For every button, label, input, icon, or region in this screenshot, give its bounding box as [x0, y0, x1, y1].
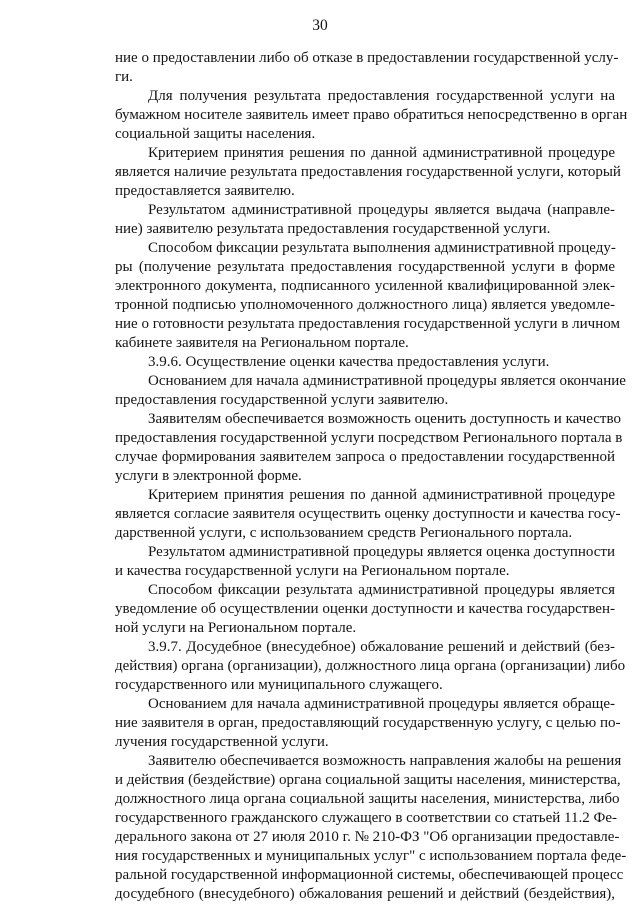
paragraph — [115, 543, 615, 581]
text-line: Способом фиксации результата выполнения административной процеду- — [148, 240, 616, 256]
document-body — [115, 49, 628, 904]
text-line: лучения государственной услуги. — [115, 734, 329, 750]
text-line: предоставления государственной услуги заявителю. — [115, 392, 449, 408]
text-line: предоставления государственной услуги посредством Регионального портала в — [115, 430, 623, 446]
text-line: ние о предоставлении либо об отказе в предоставлении государственной услу- — [115, 50, 619, 66]
text-line: ги. — [115, 69, 133, 85]
text-line: услуги в электронной форме. — [115, 468, 302, 484]
text-line: 3.9.7. Досудебное (внесудебное) обжалование решений и действий (без- — [148, 639, 615, 655]
text-line: является согласие заявителя осуществить оценку доступности и качества госу- — [115, 506, 621, 522]
paragraph — [115, 144, 621, 201]
text-line: действия) органа (организации), должностного лица органа (организации) либо — [115, 658, 626, 674]
text-line: дерального закона от 27 июля 2010 г. № 210-ФЗ "Об организации предоставле- — [115, 829, 620, 845]
text-line: должностного лица органа социальной защиты населения, министерства, либо — [115, 791, 620, 807]
text-line: предоставляется заявителю. — [115, 183, 295, 199]
text-line: Основанием для начала административной процедуры является окончание — [148, 373, 626, 389]
paragraph — [115, 239, 620, 353]
text-line: 3.9.6. Осуществление оценки качества предоставления услуги. — [148, 354, 550, 370]
text-line: бумажном носителе заявитель имеет право обратиться непосредственно в орган — [115, 107, 628, 123]
text-line: Способом фиксации результата административной процедуры является — [148, 582, 615, 598]
text-line: Для получения результата предоставления государственной услуги на — [148, 88, 615, 104]
text-line: ние заявителя в орган, предоставляющий государственную услугу, с целью по- — [115, 715, 621, 731]
text-line: Результатом административной процедуры является оценка доступности — [148, 544, 615, 560]
text-line: государственного или муниципального служащего. — [115, 677, 443, 693]
text-line: дарственной услуги, с использованием средств Регионального портала. — [115, 525, 573, 541]
paragraph — [115, 87, 628, 144]
text-line: электронного документа, подписанного усиленной квалифицированной элек- — [115, 278, 615, 294]
page-number: 30 — [312, 17, 328, 34]
text-line: Критерием принятия решения по данной административной процедуре — [148, 487, 615, 503]
text-line: тронной подписью уполномоченного должностного лица) является уведомле- — [115, 297, 615, 313]
paragraph — [115, 353, 615, 372]
paragraph — [115, 581, 615, 638]
text-line: государственного гражданского служащего в соответствии со статьей 11.2 Фе- — [115, 810, 618, 826]
text-line: ние) заявителю результата предоставления государственной услуги. — [115, 221, 551, 237]
text-line: ние о готовности результата предоставления государственной услуги в личном — [115, 316, 620, 332]
text-line: уведомление об осуществлении оценки доступности и качества государствен- — [115, 601, 615, 617]
text-line: Заявителям обеспечивается возможность оценить доступность и качество — [148, 411, 621, 427]
text-line: ния государственных и муниципальных услуг" с использованием портала феде- — [115, 848, 627, 864]
text-line: Критерием принятия решения по данной административной процедуре — [148, 145, 615, 161]
text-line: социальной защиты населения. — [115, 126, 316, 142]
text-line: является наличие результата предоставления государственной услуги, который — [115, 164, 621, 180]
text-line: ры (получение результата предоставления государственной услуги в форме — [115, 259, 615, 275]
text-line: и действия (бездействие) органа социальной защиты населения, министерства, — [115, 772, 621, 788]
paragraph — [115, 49, 619, 87]
paragraph — [115, 486, 621, 543]
text-line: ной услуги на Региональном портале. — [115, 620, 357, 636]
paragraph — [115, 372, 626, 410]
paragraph — [115, 695, 621, 752]
text-line: кабинете заявителя на Региональном портале. — [115, 335, 409, 351]
paragraph — [115, 410, 623, 486]
paragraph — [115, 752, 627, 904]
text-line: Заявителю обеспечивается возможность направления жалобы на решения — [148, 753, 622, 769]
text-line: и качества государственной услуги на Региональном портале. — [115, 563, 510, 579]
text-line: досудебного (внесудебного) обжалования решений и действий (бездействия), — [115, 886, 615, 902]
paragraph — [115, 201, 615, 239]
text-line: Результатом административной процедуры является выдача (направле- — [148, 202, 615, 218]
text-line: ральной государственной информационной системы, обеспечивающей процесс — [115, 867, 624, 883]
text-line: Основанием для начала административной процедуры является обраще- — [148, 696, 615, 712]
paragraph — [115, 638, 626, 695]
text-line: случае формирования заявителем запроса о предоставлении государственной — [115, 449, 615, 465]
